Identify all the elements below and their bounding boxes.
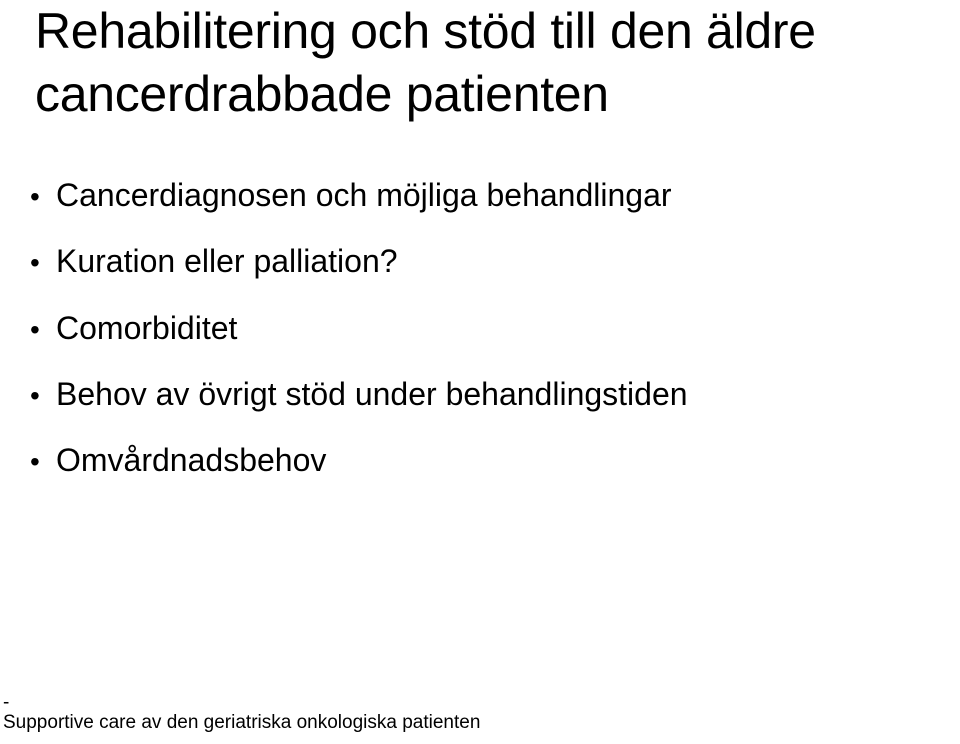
- bullet-text: Comorbiditet: [56, 310, 238, 346]
- bullet-text: Kuration eller palliation?: [56, 243, 398, 279]
- bullet-icon: •: [30, 247, 40, 278]
- slide-footer: [3, 694, 480, 734]
- bullet-icon: •: [30, 181, 40, 212]
- footer-dash: -: [3, 692, 10, 713]
- list-item: [30, 435, 688, 501]
- slide-title: Rehabilitering och stöd till den äldre cancerdrabbade patienten: [35, 3, 816, 122]
- list-item: [30, 303, 688, 369]
- list-item: [30, 369, 688, 435]
- footer-text: Supportive care av den geriatriska onkologiska patienten: [3, 712, 481, 733]
- bullet-icon: •: [30, 446, 40, 477]
- bullet-text: Cancerdiagnosen och möjliga behandlingar: [56, 177, 672, 213]
- bullet-text: Omvårdnadsbehov: [56, 442, 327, 478]
- bullet-icon: •: [30, 314, 40, 345]
- list-item: [30, 170, 688, 236]
- bullet-text: Behov av övrigt stöd under behandlingstiden: [56, 376, 688, 412]
- list-item: [30, 236, 688, 303]
- bullet-list: [30, 170, 688, 501]
- bullet-icon: •: [30, 380, 40, 411]
